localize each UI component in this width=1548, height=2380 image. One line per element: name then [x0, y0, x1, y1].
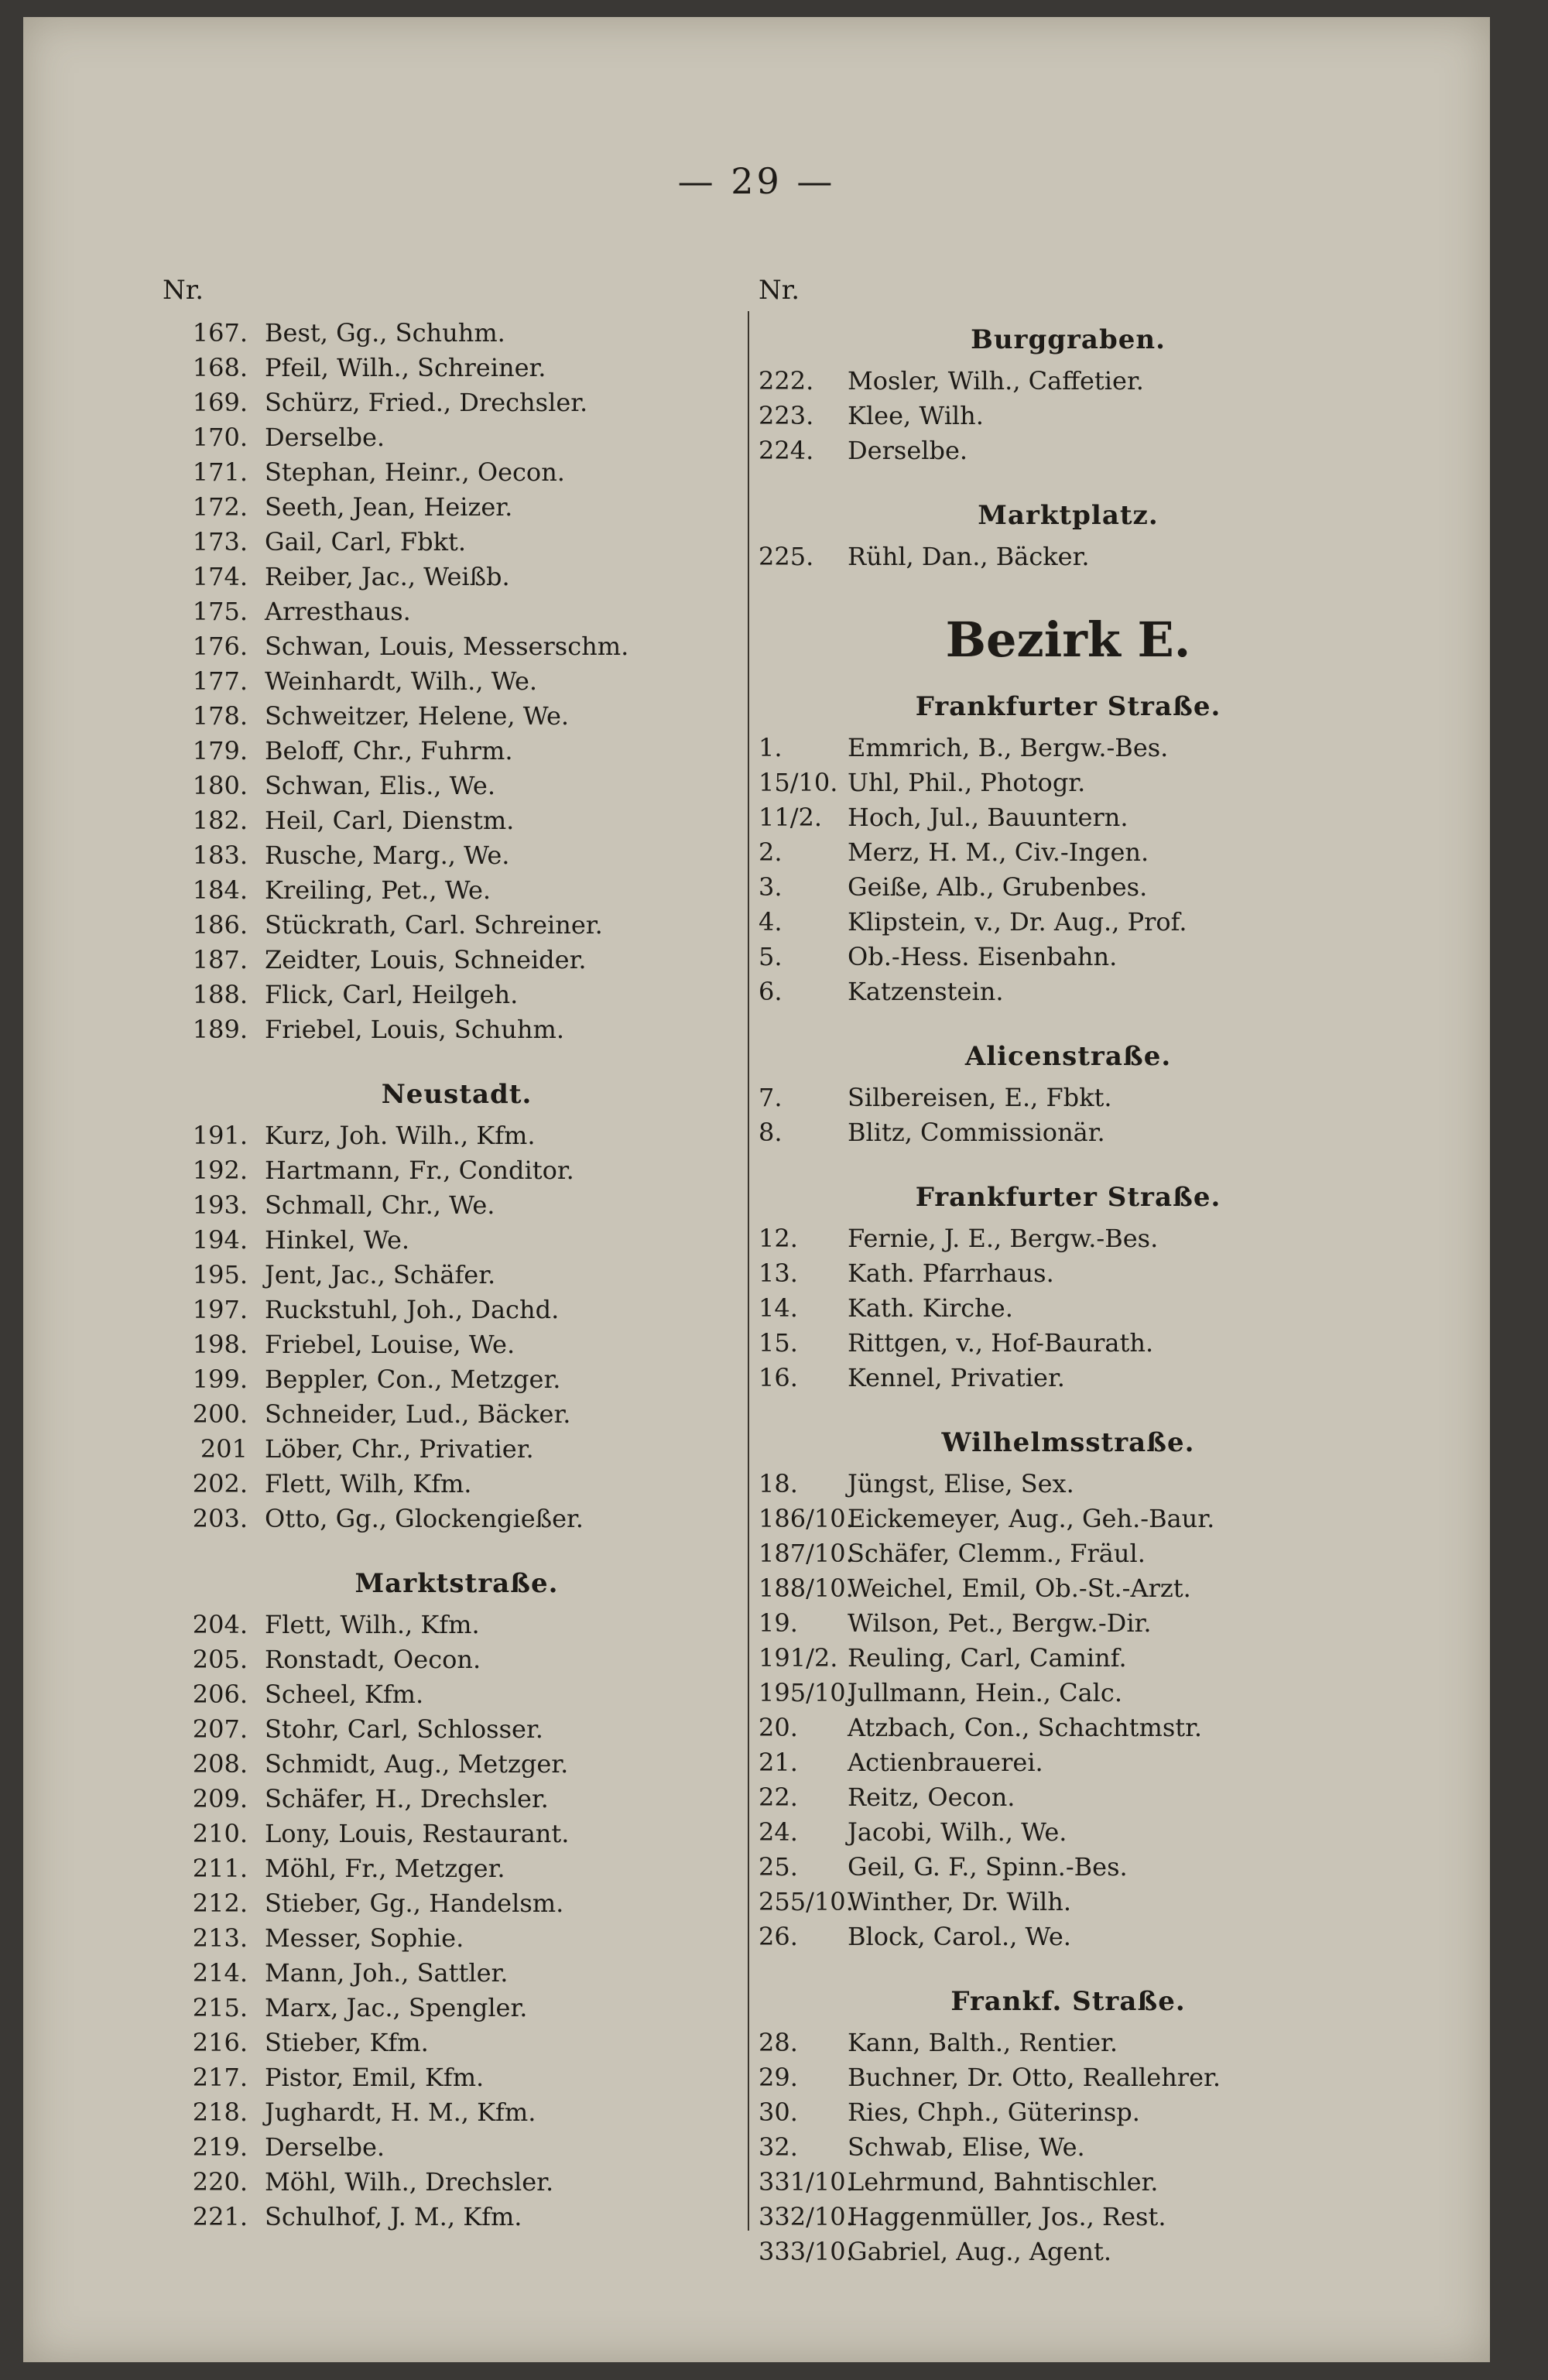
entry-number: 199. [192, 1365, 248, 1394]
entry-text: Schweitzer, Helene, We. [265, 701, 570, 731]
entry-text: Rühl, Dan., Bäcker. [848, 542, 1090, 571]
section-gap [759, 1150, 1378, 1173]
directory-entry [759, 1467, 1378, 1502]
left-column-header: Nr. [163, 275, 204, 306]
directory-entry [759, 2200, 1378, 2234]
entry-text: Winther, Dr. Wilh. [848, 1887, 1072, 1916]
right-column-header: Nr. [759, 275, 800, 306]
entry-number: 255/10. [759, 1887, 854, 1916]
entry-text: Rusche, Marg., We. [265, 841, 510, 870]
entry-text: Lehrmund, Bahntischler. [848, 2167, 1159, 2197]
directory-entry [759, 2234, 1378, 2269]
directory-entry [163, 385, 751, 420]
entry-number: 201 [200, 1434, 248, 1464]
entry-number: 195. [192, 1260, 248, 1289]
directory-entry [163, 699, 751, 734]
entry-text: Geil, G. F., Spinn.-Bes. [848, 1852, 1128, 1882]
entry-number: 191. [192, 1121, 248, 1150]
entry-text: Flett, Wilh., Kfm. [265, 1610, 480, 1639]
directory-entry [759, 1502, 1378, 1536]
entry-number: 15/10. [759, 768, 838, 797]
section-gap [759, 1395, 1378, 1419]
directory-entry [163, 943, 751, 978]
directory-entry [163, 1502, 751, 1536]
directory-entry [163, 838, 751, 873]
entry-number: 4. [759, 907, 783, 937]
entry-text: Gabriel, Aug., Agent. [848, 2237, 1112, 2266]
directory-entry [163, 1258, 751, 1293]
entry-number: 186. [192, 910, 248, 940]
entry-number: 170. [192, 423, 248, 452]
directory-page [23, 17, 1490, 2362]
entry-text: Fernie, J. E., Bergw.-Bes. [848, 1224, 1159, 1253]
entry-text: Stephan, Heinr., Oecon. [265, 457, 565, 487]
entry-text: Ob.-Hess. Eisenbahn. [848, 942, 1118, 971]
directory-entry [759, 1115, 1378, 1150]
street-heading: Alicenstraße. [964, 1041, 1172, 1072]
entry-number: 184. [192, 875, 248, 905]
directory-entry [759, 940, 1378, 974]
entry-number: 210. [192, 1819, 248, 1848]
entry-number: 205. [192, 1645, 248, 1674]
entry-number: 223. [759, 401, 814, 430]
entry-text: Kreiling, Pet., We. [265, 875, 491, 905]
street-heading: Burggraben. [971, 324, 1166, 355]
entry-number: 22. [759, 1782, 798, 1812]
entry-number: 13. [759, 1258, 798, 1288]
directory-entry [759, 800, 1378, 835]
directory-entry [759, 870, 1378, 905]
entry-text: Marx, Jac., Spengler. [265, 1993, 528, 2022]
entry-number: 169. [192, 388, 248, 417]
entry-number: 220. [192, 2167, 248, 2197]
directory-entry [759, 765, 1378, 800]
entry-number: 8. [759, 1118, 783, 1147]
entry-number: 211. [192, 1854, 248, 1883]
directory-entry [759, 539, 1378, 574]
entry-text: Jullmann, Hein., Calc. [848, 1678, 1122, 1707]
directory-entry [163, 1118, 751, 1153]
entry-number: 217. [192, 2063, 248, 2092]
directory-entry [163, 734, 751, 769]
entry-number: 180. [192, 771, 248, 800]
entry-number: 221. [192, 2202, 248, 2231]
entry-text: Schulhof, J. M., Kfm. [265, 2202, 522, 2231]
entry-number: 11/2. [759, 803, 823, 832]
entry-number: 14. [759, 1293, 798, 1323]
entry-number: 179. [192, 736, 248, 765]
entry-text: Flick, Carl, Heilgeh. [265, 980, 519, 1009]
directory-entry [759, 1885, 1378, 1919]
street-heading: Marktstraße. [354, 1568, 559, 1599]
directory-entry [163, 1817, 751, 1851]
right-column [759, 265, 1378, 2269]
directory-entry [163, 1886, 751, 1921]
entry-text: Silbereisen, E., Fbkt. [848, 1083, 1112, 1112]
section-gap [163, 1536, 751, 1560]
directory-entry [163, 1432, 751, 1467]
entry-text: Pistor, Emil, Kfm. [265, 2063, 485, 2092]
directory-entry [163, 664, 751, 699]
entry-number: 332/10. [759, 2202, 854, 2231]
directory-entry [759, 1676, 1378, 1711]
entry-text: Derselbe. [265, 2132, 385, 2162]
directory-entry [759, 364, 1378, 399]
entry-number: 188. [192, 980, 248, 1009]
entry-text: Löber, Chr., Privatier. [265, 1434, 534, 1464]
entry-number: 175. [192, 597, 248, 626]
directory-entry [163, 1642, 751, 1677]
directory-entry [163, 316, 751, 351]
entry-text: Block, Carol., We. [848, 1922, 1071, 1951]
entry-text: Friebel, Louise, We. [265, 1330, 515, 1359]
directory-entry [163, 1747, 751, 1782]
entry-number: 203. [192, 1504, 248, 1533]
entry-text: Schwan, Louis, Messerschm. [265, 632, 629, 661]
entry-text: Friebel, Louis, Schuhm. [265, 1015, 564, 1044]
entry-text: Beppler, Con., Metzger. [265, 1365, 561, 1394]
entry-number: 200. [192, 1399, 248, 1429]
entry-text: Reitz, Oecon. [848, 1782, 1015, 1812]
directory-entry [163, 2130, 751, 2165]
entry-text: Wilson, Pet., Bergw.-Dir. [848, 1608, 1152, 1638]
entry-number: 202. [192, 1469, 248, 1498]
entry-text: Merz, H. M., Civ.-Ingen. [848, 837, 1149, 867]
entry-number: 208. [192, 1749, 248, 1779]
directory-entry [759, 1256, 1378, 1291]
street-heading: Frankf. Straße. [950, 1986, 1186, 2017]
entry-number: 331/10. [759, 2167, 854, 2197]
street-heading: Frankfurter Straße. [915, 691, 1221, 722]
entry-text: Hartmann, Fr., Conditor. [265, 1156, 574, 1185]
directory-entry [759, 974, 1378, 1009]
directory-entry [163, 594, 751, 629]
entry-number: 197. [192, 1295, 248, 1324]
directory-entry [759, 2026, 1378, 2060]
entry-text: Ruckstuhl, Joh., Dachd. [265, 1295, 560, 1324]
directory-entry [163, 873, 751, 908]
entry-number: 224. [759, 436, 814, 465]
directory-entry [759, 2130, 1378, 2165]
entry-number: 20. [759, 1713, 798, 1742]
section-gap [759, 1009, 1378, 1032]
entry-text: Stohr, Carl, Schlosser. [265, 1714, 543, 1744]
directory-entry [163, 1467, 751, 1502]
entry-number: 214. [192, 1958, 248, 1988]
entry-text: Gail, Carl, Fbkt. [265, 527, 466, 556]
entry-number: 15. [759, 1328, 798, 1358]
entry-number: 5. [759, 942, 783, 971]
directory-entry [759, 1326, 1378, 1361]
entry-number: 213. [192, 1923, 248, 1953]
entry-number: 187/10. [759, 1539, 854, 1568]
entry-text: Hinkel, We. [265, 1225, 410, 1255]
entry-text: Weichel, Emil, Ob.-St.-Arzt. [848, 1574, 1191, 1603]
page-number: — 29 — [677, 160, 836, 202]
directory-entry [163, 1293, 751, 1327]
entry-number: 187. [192, 945, 248, 974]
entry-text: Arresthaus. [265, 597, 411, 626]
directory-entry [759, 1221, 1378, 1256]
entry-text: Stückrath, Carl. Schreiner. [265, 910, 603, 940]
directory-entry [759, 1536, 1378, 1571]
entry-text: Ronstadt, Oecon. [265, 1645, 481, 1674]
directory-entry [759, 1745, 1378, 1780]
entry-number: 30. [759, 2097, 798, 2127]
entry-number: 26. [759, 1922, 798, 1951]
directory-entry [163, 1012, 751, 1047]
entry-number: 2. [759, 837, 783, 867]
entry-text: Katzenstein. [848, 977, 1004, 1006]
entry-text: Best, Gg., Schuhm. [265, 318, 505, 348]
entry-number: 6. [759, 977, 783, 1006]
entry-text: Kann, Balth., Rentier. [848, 2028, 1118, 2057]
entry-text: Scheel, Kfm. [265, 1680, 424, 1709]
directory-entry [759, 1291, 1378, 1326]
directory-entry [163, 560, 751, 594]
entry-number: 186/10. [759, 1504, 854, 1533]
entry-number: 183. [192, 841, 248, 870]
entry-text: Jughardt, H. M., Kfm. [265, 2097, 536, 2127]
entry-number: 25. [759, 1852, 798, 1882]
entry-number: 193. [192, 1190, 248, 1220]
directory-entry [759, 399, 1378, 433]
directory-entry [163, 908, 751, 943]
entry-number: 171. [192, 457, 248, 487]
directory-entry [759, 2060, 1378, 2095]
directory-entry [163, 2165, 751, 2200]
entry-number: 212. [192, 1889, 248, 1918]
directory-entry [163, 978, 751, 1012]
entry-number: 225. [759, 542, 814, 571]
directory-entry [759, 1080, 1378, 1115]
entry-text: Kath. Kirche. [848, 1293, 1013, 1323]
directory-entry [759, 2095, 1378, 2130]
directory-entry [759, 1711, 1378, 1745]
entry-text: Heil, Carl, Dienstm. [265, 806, 515, 835]
directory-entry [759, 2165, 1378, 2200]
entry-number: 24. [759, 1817, 798, 1847]
street-heading: Wilhelmsstraße. [941, 1427, 1195, 1458]
entry-number: 18. [759, 1469, 798, 1498]
entry-number: 32. [759, 2132, 798, 2162]
entry-number: 167. [192, 318, 248, 348]
directory-entry [163, 1153, 751, 1188]
entry-text: Schäfer, Clemm., Fräul. [848, 1539, 1146, 1568]
entry-text: Zeidter, Louis, Schneider. [265, 945, 587, 974]
entry-text: Seeth, Jean, Heizer. [265, 492, 513, 522]
directory-entry [163, 351, 751, 385]
directory-entry [163, 769, 751, 803]
section-gap [759, 468, 1378, 491]
entry-text: Schneider, Lud., Bäcker. [265, 1399, 571, 1429]
entry-text: Jent, Jac., Schäfer. [265, 1260, 496, 1289]
entry-text: Kurz, Joh. Wilh., Kfm. [265, 1121, 536, 1150]
section-gap [759, 1954, 1378, 1978]
directory-entry [759, 1919, 1378, 1954]
entry-text: Kath. Pfarrhaus. [848, 1258, 1054, 1288]
directory-entry [163, 420, 751, 455]
entry-text: Stieber, Gg., Handelsm. [265, 1889, 564, 1918]
entry-number: 174. [192, 562, 248, 591]
directory-entry [163, 455, 751, 490]
entry-text: Schäfer, H., Drechsler. [265, 1784, 549, 1813]
entry-text: Weinhardt, Wilh., We. [265, 666, 538, 696]
directory-entry [163, 629, 751, 664]
entry-number: 218. [192, 2097, 248, 2127]
entry-text: Eickemeyer, Aug., Geh.-Baur. [848, 1504, 1215, 1533]
directory-entry [759, 1606, 1378, 1641]
entry-number: 168. [192, 353, 248, 382]
entry-number: 194. [192, 1225, 248, 1255]
entry-text: Messer, Sophie. [265, 1923, 464, 1953]
directory-entry [759, 1361, 1378, 1395]
directory-entry [163, 1921, 751, 1956]
directory-entry [759, 835, 1378, 870]
entry-text: Haggenmüller, Jos., Rest. [848, 2202, 1166, 2231]
directory-entry [163, 1851, 751, 1886]
directory-entry [163, 803, 751, 838]
entry-number: 188/10. [759, 1574, 854, 1603]
directory-entry [163, 1188, 751, 1223]
entry-text: Jacobi, Wilh., We. [848, 1817, 1067, 1847]
street-heading: Neustadt. [381, 1079, 533, 1110]
entry-number: 1. [759, 733, 783, 762]
entry-text: Möhl, Wilh., Drechsler. [265, 2167, 554, 2197]
entry-text: Jüngst, Elise, Sex. [848, 1469, 1074, 1498]
entry-text: Geiße, Alb., Grubenbes. [848, 872, 1148, 902]
entry-number: 173. [192, 527, 248, 556]
directory-entry [163, 525, 751, 560]
entry-number: 219. [192, 2132, 248, 2162]
directory-entry [163, 2026, 751, 2060]
entry-text: Atzbach, Con., Schachtmstr. [848, 1713, 1203, 1742]
directory-entry [759, 1780, 1378, 1815]
directory-entry [163, 1677, 751, 1712]
entry-text: Klee, Wilh. [848, 401, 984, 430]
entry-text: Beloff, Chr., Fuhrm. [265, 736, 513, 765]
entry-text: Lony, Louis, Restaurant. [265, 1819, 570, 1848]
entry-text: Schmall, Chr., We. [265, 1190, 495, 1220]
left-column [163, 265, 751, 2234]
street-heading: Frankfurter Straße. [915, 1182, 1221, 1213]
entry-number: 206. [192, 1680, 248, 1709]
directory-entry [163, 490, 751, 525]
directory-entry [163, 1362, 751, 1397]
entry-number: 28. [759, 2028, 798, 2057]
entry-number: 209. [192, 1784, 248, 1813]
entry-number: 182. [192, 806, 248, 835]
entry-text: Emmrich, B., Bergw.-Bes. [848, 733, 1169, 762]
entry-text: Mann, Joh., Sattler. [265, 1958, 509, 1988]
entry-text: Blitz, Commissionär. [848, 1118, 1105, 1147]
entry-number: 29. [759, 2063, 798, 2092]
entry-text: Uhl, Phil., Photogr. [848, 768, 1086, 797]
entry-text: Klipstein, v., Dr. Aug., Prof. [848, 907, 1187, 937]
entry-number: 7. [759, 1083, 783, 1112]
section-gap [759, 574, 1378, 598]
entry-text: Schwan, Elis., We. [265, 771, 496, 800]
directory-entry [163, 1397, 751, 1432]
entry-number: 207. [192, 1714, 248, 1744]
entry-number: 189. [192, 1015, 248, 1044]
entry-number: 191/2. [759, 1643, 838, 1673]
entry-text: Möhl, Fr., Metzger. [265, 1854, 505, 1883]
entry-text: Schürz, Fried., Drechsler. [265, 388, 588, 417]
directory-entry [759, 731, 1378, 765]
entry-text: Hoch, Jul., Bauuntern. [848, 803, 1128, 832]
entry-number: 177. [192, 666, 248, 696]
entry-number: 19. [759, 1608, 798, 1638]
entry-number: 3. [759, 872, 783, 902]
directory-entry [163, 1608, 751, 1642]
directory-entry [163, 2095, 751, 2130]
entry-text: Otto, Gg., Glockengießer. [265, 1504, 584, 1533]
entry-number: 12. [759, 1224, 798, 1253]
directory-entry [759, 1641, 1378, 1676]
entry-number: 192. [192, 1156, 248, 1185]
entry-number: 222. [759, 366, 814, 396]
entry-text: Schwab, Elise, We. [848, 2132, 1085, 2162]
directory-entry [759, 905, 1378, 940]
entry-text: Actienbrauerei. [848, 1748, 1043, 1777]
section-gap [163, 1047, 751, 1070]
entry-text: Rittgen, v., Hof-Baurath. [848, 1328, 1154, 1358]
entry-text: Reuling, Carl, Caminf. [848, 1643, 1127, 1673]
directory-entry [759, 1850, 1378, 1885]
entry-text: Flett, Wilh, Kfm. [265, 1469, 472, 1498]
directory-entry [163, 1223, 751, 1258]
directory-entry [163, 2060, 751, 2095]
entry-number: 178. [192, 701, 248, 731]
entry-text: Stieber, Kfm. [265, 2028, 429, 2057]
directory-entry [163, 1991, 751, 2026]
entry-text: Mosler, Wilh., Caffetier. [848, 366, 1144, 396]
entry-text: Ries, Chph., Güterinsp. [848, 2097, 1140, 2127]
entry-number: 333/10. [759, 2237, 854, 2266]
entry-text: Schmidt, Aug., Metzger. [265, 1749, 569, 1779]
entry-text: Pfeil, Wilh., Schreiner. [265, 353, 546, 382]
entry-number: 16. [759, 1363, 798, 1392]
directory-entry [163, 1782, 751, 1817]
entry-text: Reiber, Jac., Weißb. [265, 562, 510, 591]
entry-number: 198. [192, 1330, 248, 1359]
entry-number: 176. [192, 632, 248, 661]
entry-number: 216. [192, 2028, 248, 2057]
entry-number: 204. [192, 1610, 248, 1639]
entry-text: Buchner, Dr. Otto, Reallehrer. [848, 2063, 1221, 2092]
entry-text: Derselbe. [848, 436, 968, 465]
directory-entry [759, 1571, 1378, 1606]
entry-number: 215. [192, 1993, 248, 2022]
district-heading: Bezirk E. [945, 611, 1191, 668]
entry-text: Kennel, Privatier. [848, 1363, 1065, 1392]
entry-number: 172. [192, 492, 248, 522]
directory-entry [163, 1956, 751, 1991]
entry-number: 195/10. [759, 1678, 854, 1707]
entry-number: 21. [759, 1748, 798, 1777]
directory-entry [163, 2200, 751, 2234]
directory-entry [163, 1712, 751, 1747]
entry-text: Derselbe. [265, 423, 385, 452]
directory-entry [759, 1815, 1378, 1850]
directory-entry [759, 433, 1378, 468]
directory-entry [163, 1327, 751, 1362]
street-heading: Marktplatz. [978, 500, 1159, 531]
